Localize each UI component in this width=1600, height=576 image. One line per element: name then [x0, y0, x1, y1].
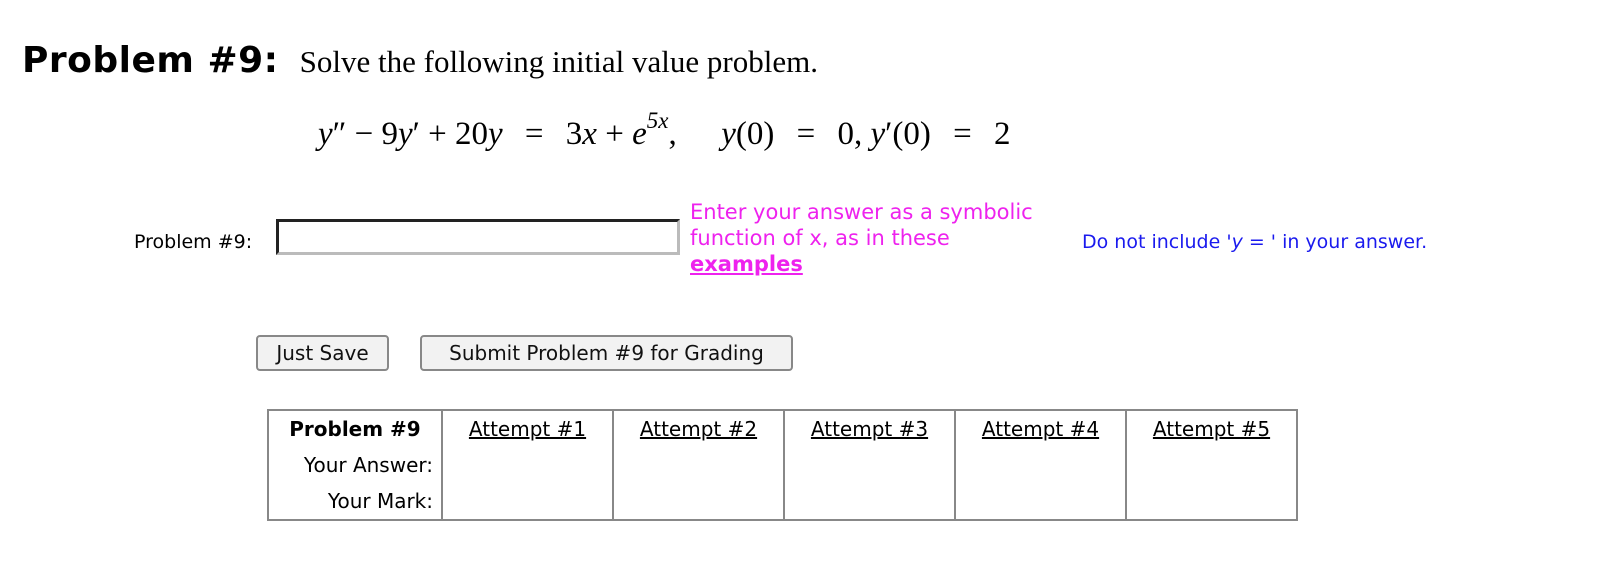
- attempt-2-header[interactable]: Attempt #2: [613, 410, 784, 447]
- answer-note: [1082, 231, 1427, 253]
- answer-label: Problem #9:: [134, 231, 253, 253]
- problem-statement: Solve the following initial value problem.: [299, 44, 818, 79]
- submit-grading-button[interactable]: Submit Problem #9 for Grading: [420, 335, 793, 371]
- your-mark-label: Your Mark:: [327, 489, 433, 513]
- equation-exponent: 5x: [646, 108, 669, 133]
- your-answer-row: [268, 447, 1297, 483]
- just-save-button[interactable]: Just Save: [256, 335, 389, 371]
- answer-input[interactable]: [276, 219, 680, 255]
- mark-cell: [1126, 483, 1297, 520]
- problem-title: Problem #9:: [22, 40, 279, 81]
- answer-cell: [613, 447, 784, 483]
- hint-text: Enter your answer as a symbolic function of x, as in these: [690, 200, 1033, 250]
- problem-header: [22, 40, 818, 81]
- your-mark-row: [268, 483, 1297, 520]
- equation-conditions: y(0) = 0, y′(0) = 2: [721, 116, 1011, 152]
- examples-link[interactable]: examples: [690, 252, 803, 276]
- equation-lhs: y″ − 9y′ + 20y: [318, 116, 503, 152]
- attempt-4-header[interactable]: Attempt #4: [955, 410, 1126, 447]
- mark-cell: [442, 483, 613, 520]
- attempt-1-header[interactable]: Attempt #1: [442, 410, 613, 447]
- answer-hint: [690, 199, 1060, 277]
- equation-rhs: $3x + e^{5x}$,: [565, 108, 677, 152]
- your-answer-label: Your Answer:: [303, 453, 433, 477]
- attempt-5-header[interactable]: Attempt #5: [1126, 410, 1297, 447]
- mark-cell: [784, 483, 955, 520]
- attempts-table-title: Problem #9: [289, 417, 421, 441]
- note-after: = ' in your answer.: [1242, 231, 1428, 253]
- note-variable: y: [1231, 231, 1243, 253]
- attempt-3-header[interactable]: Attempt #3: [784, 410, 955, 447]
- attempts-header-row: [268, 410, 1297, 447]
- answer-cell: [442, 447, 613, 483]
- answer-cell: [784, 447, 955, 483]
- mark-cell: [955, 483, 1126, 520]
- mark-cell: [613, 483, 784, 520]
- attempts-table: [267, 409, 1298, 521]
- note-before: Do not include ': [1082, 231, 1232, 253]
- answer-cell: [955, 447, 1126, 483]
- answer-cell: [1126, 447, 1297, 483]
- equation: $y'' - 9y' + 20y = 3x + e^{5x}$, y(0) = 0, y′(0) = 2: [318, 108, 1011, 152]
